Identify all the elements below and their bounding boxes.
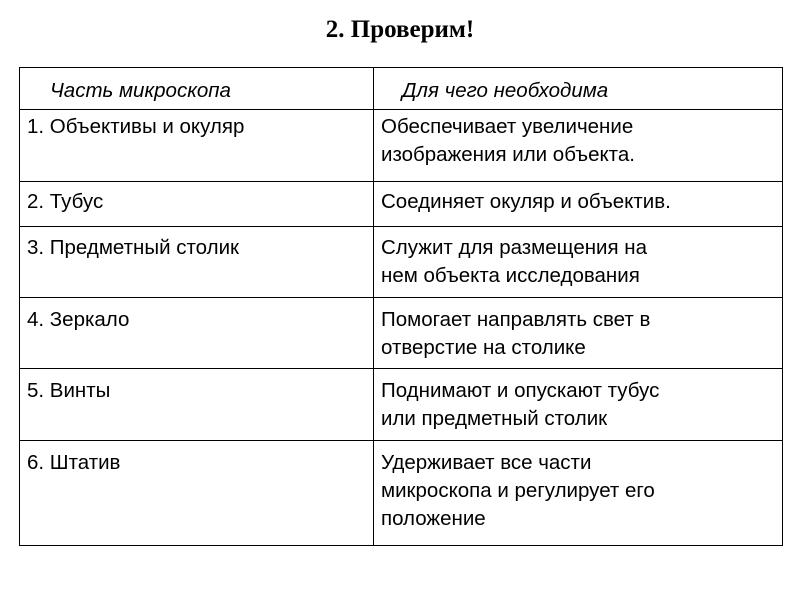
purpose-line: нем объекта исследования [381,264,640,287]
part-cell: 3. Предметный столик [20,227,374,298]
table-row [20,441,783,546]
table-row [20,110,783,182]
table-row [20,298,783,369]
part-cell: 2. Тубус [20,182,374,227]
part-cell: 5. Винты [20,369,374,441]
purpose-line: Обеспечивает увеличение [381,115,634,138]
microscope-parts-table [19,67,783,546]
table-header-row [20,68,783,110]
purpose-line: микроскопа и регулирует его [381,479,655,502]
purpose-cell [374,182,783,227]
purpose-line: Помогает направлять свет в [381,308,651,331]
purpose-line: Служит для размещения на [381,236,648,259]
part-cell: 6. Штатив [20,441,374,546]
column-header-part: Часть микроскопа [20,68,374,110]
purpose-cell [374,441,783,546]
purpose-cell [374,110,783,182]
purpose-line: положение [381,507,486,530]
purpose-cell [374,369,783,441]
purpose-cell [374,227,783,298]
purpose-line: изображения или объекта. [381,143,635,166]
purpose-line: Удерживает все части [381,451,592,474]
purpose-line: отверстие на столике [381,336,586,359]
purpose-line: или предметный столик [381,407,608,430]
slide-title: 2. Проверим! [325,16,475,43]
column-header-purpose: Для чего необходима [374,68,783,110]
table-row [20,227,783,298]
purpose-cell [374,298,783,369]
table-row [20,369,783,441]
part-cell: 1. Объективы и окуляр [20,110,374,182]
purpose-line: Соединяет окуляр и объектив. [381,190,671,213]
table-row [20,182,783,227]
part-cell: 4. Зеркало [20,298,374,369]
purpose-line: Поднимают и опускают тубус [381,379,660,402]
